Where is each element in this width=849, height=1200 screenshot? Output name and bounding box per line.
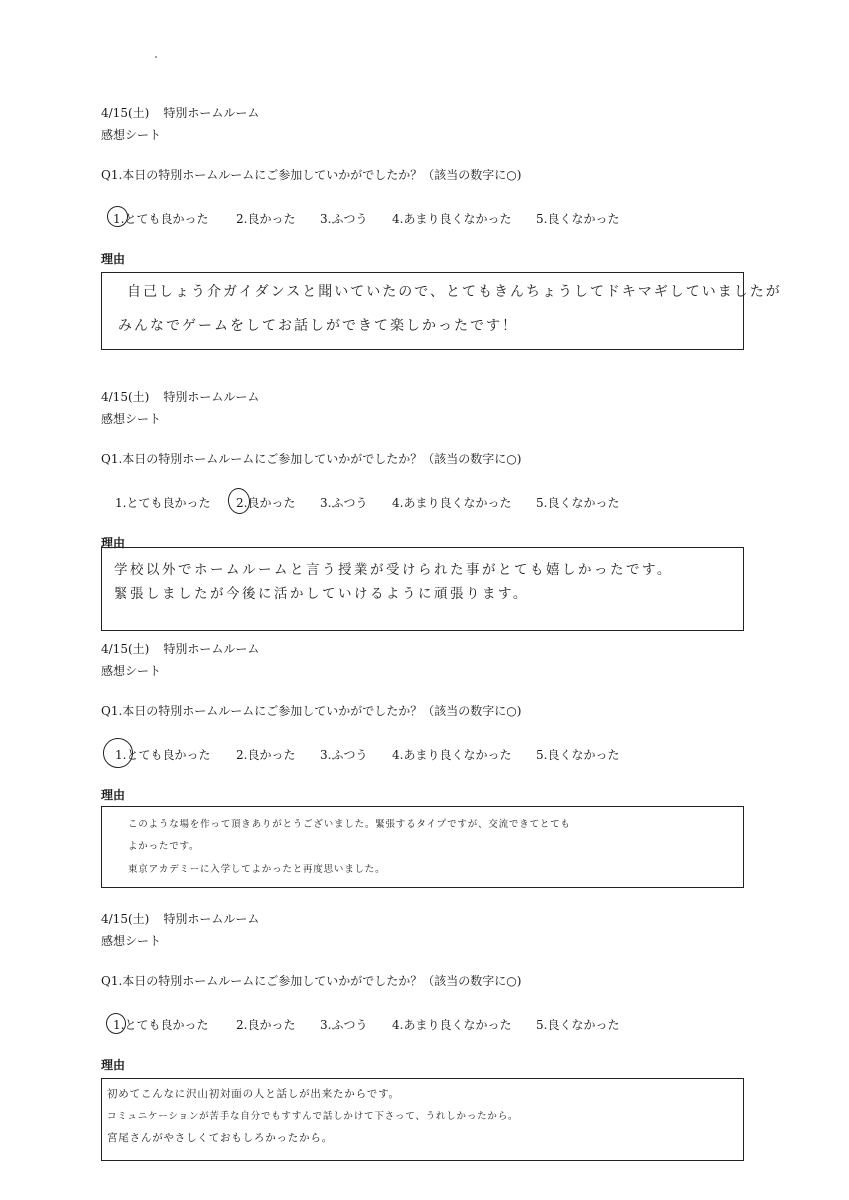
option-1[interactable]: 1.とても良かった	[113, 1018, 209, 1032]
sheet-date-line	[101, 912, 259, 926]
sheet-subtitle: 感想シート	[101, 664, 162, 678]
sheet-date: 4/15(土)	[101, 106, 150, 120]
option-5[interactable]: 5.良くなかった	[536, 496, 620, 510]
sheet-date: 4/15(土)	[101, 912, 150, 926]
option-2[interactable]: 2.良かった	[236, 1018, 296, 1032]
reason-label: 理由	[101, 788, 126, 802]
option-2[interactable]: 2.良かった	[236, 748, 296, 762]
option-3[interactable]: 3.ふつう	[320, 1018, 368, 1032]
question-text: Q1.本日の特別ホームルームにご参加していかがでしたか？（該当の数字に○)	[101, 168, 522, 182]
selection-circle	[101, 736, 135, 770]
feedback-sheet-4	[0, 912, 849, 1182]
option-4[interactable]: 4.あまり良くなかった	[392, 1018, 512, 1032]
question-text: Q1.本日の特別ホームルームにご参加していかがでしたか？（該当の数字に○)	[101, 974, 522, 988]
reason-label: 理由	[101, 536, 126, 550]
question-text: Q1.本日の特別ホームルームにご参加していかがでしたか？（該当の数字に○)	[101, 452, 522, 466]
sheet-subtitle: 感想シート	[101, 412, 162, 426]
feedback-sheet-1	[0, 106, 849, 376]
question-text: Q1.本日の特別ホームルームにご参加していかがでしたか？（該当の数字に○)	[101, 704, 522, 718]
handwritten-answer-line: みんなでゲームをしてお話しができて楽しかったです！	[118, 318, 518, 334]
rating-options	[0, 1014, 849, 1032]
option-2[interactable]: 2.良かった	[236, 496, 296, 510]
handwritten-answer-line: 東京アカデミーに入学してよかったと再度思いました。	[128, 864, 386, 875]
rating-options	[0, 492, 849, 510]
sheet-date: 4/15(土)	[101, 390, 150, 404]
sheet-date: 4/15(土)	[101, 642, 150, 656]
handwritten-answer-line: このような場を作って頂きありがとうございました。緊張するタイプですが、交流できてとても	[128, 819, 571, 830]
sheet-subtitle: 感想シート	[101, 934, 162, 948]
sheet-event-title: 特別ホームルーム	[163, 390, 260, 404]
option-1[interactable]: 1.とても良かった	[115, 496, 211, 510]
answer-box[interactable]	[101, 1078, 744, 1161]
selection-circle	[226, 487, 251, 516]
handwritten-answer-line: 緊張しましたが今後に活かしていけるように頑張ります。	[114, 586, 529, 602]
option-2[interactable]: 2.良かった	[236, 212, 296, 226]
handwritten-answer-line: よかったです。	[128, 841, 200, 852]
option-1[interactable]: 1.とても良かった	[113, 212, 209, 226]
answer-box[interactable]	[101, 806, 744, 888]
option-4[interactable]: 4.あまり良くなかった	[392, 748, 512, 762]
option-5[interactable]: 5.良くなかった	[536, 1018, 620, 1032]
handwritten-answer-line: 学校以外でホームルームと言う授業が受けられた事がとても嬉しかったです。	[114, 562, 673, 578]
answer-box[interactable]	[101, 547, 744, 631]
option-3[interactable]: 3.ふつう	[320, 212, 368, 226]
answer-box[interactable]	[101, 272, 782, 350]
feedback-sheet-2	[0, 390, 849, 660]
handwritten-answer-line: 初めてこんなに沢山初対面の人と話しが出来たからです。	[107, 1088, 400, 1100]
feedback-sheet-3	[0, 642, 849, 912]
sheet-event-title: 特別ホームルーム	[163, 912, 260, 926]
option-4[interactable]: 4.あまり良くなかった	[392, 212, 512, 226]
handwritten-answer-line: 宮尾さんがやさしくておもしろかったから。	[107, 1132, 333, 1144]
handwritten-answer-line: コミュニケーションが苦手な自分でもすすんで話しかけて下さって、うれしかったから。	[107, 1111, 519, 1122]
reason-label: 理由	[101, 252, 126, 266]
option-5[interactable]: 5.良くなかった	[536, 212, 620, 226]
option-4[interactable]: 4.あまり良くなかった	[392, 496, 512, 510]
reason-label: 理由	[101, 1058, 126, 1072]
option-5[interactable]: 5.良くなかった	[536, 748, 620, 762]
option-1[interactable]: 1.とても良かった	[115, 748, 211, 762]
sheet-date-line	[101, 390, 259, 404]
option-3[interactable]: 3.ふつう	[320, 748, 368, 762]
option-3[interactable]: 3.ふつう	[320, 496, 368, 510]
sheet-subtitle: 感想シート	[101, 128, 162, 142]
sheet-event-title: 特別ホームルーム	[163, 106, 260, 120]
sheet-date-line	[101, 642, 259, 656]
sheet-date-line	[101, 106, 259, 120]
rating-options	[0, 744, 849, 762]
handwritten-answer-line: 自己しょう介ガイダンスと聞いていたので、とてもきんちょうしてドキマギしていましたが	[127, 284, 782, 300]
scan-speck	[155, 56, 157, 58]
rating-options	[0, 208, 849, 226]
sheet-event-title: 特別ホームルーム	[163, 642, 260, 656]
